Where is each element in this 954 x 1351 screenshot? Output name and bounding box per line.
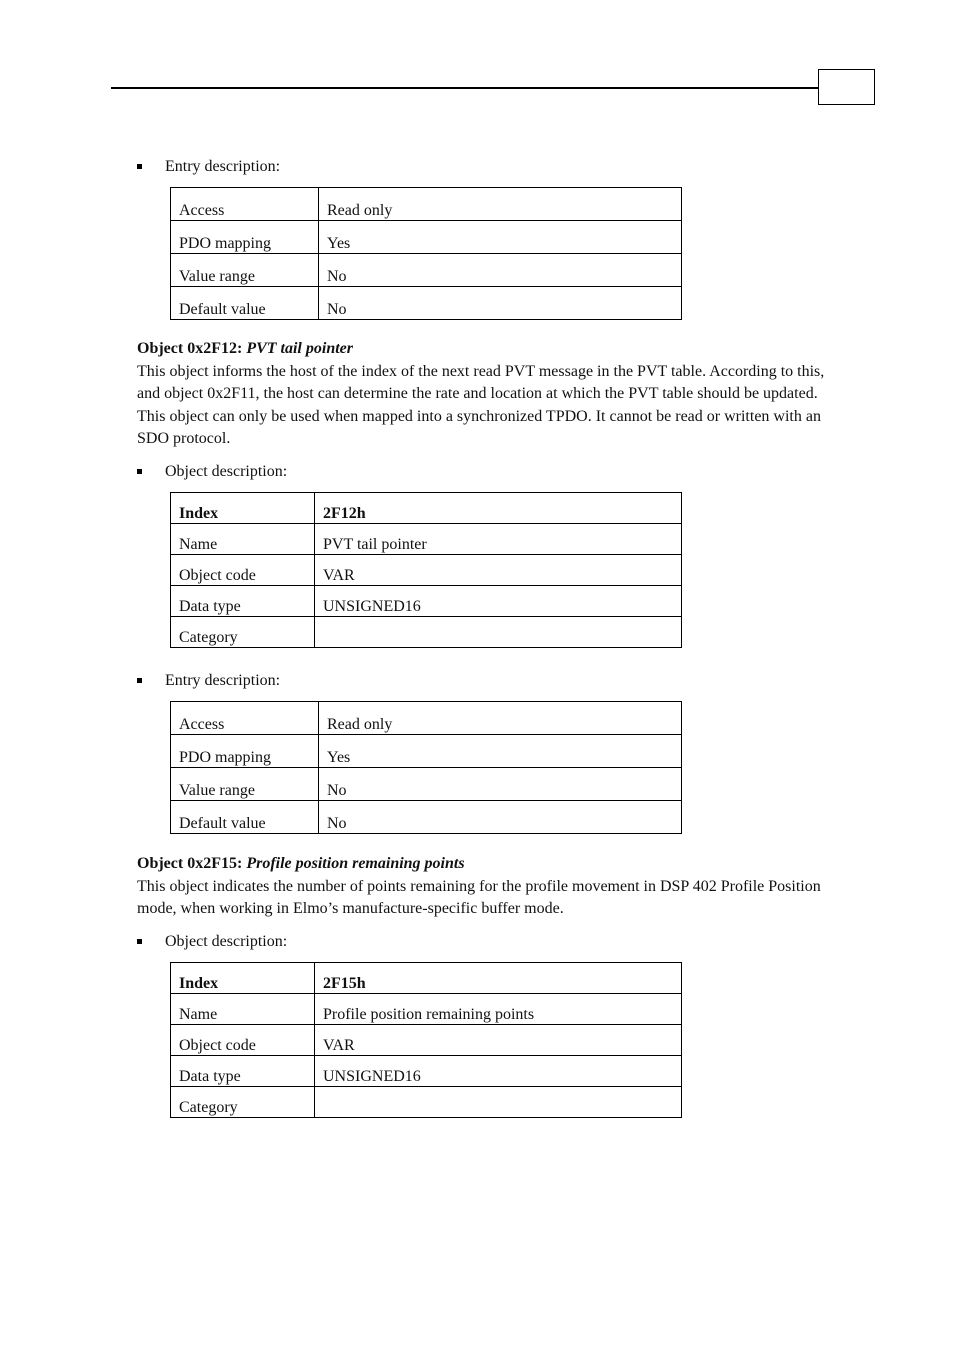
object-heading: Object 0x2F15: Profile position remaining points (137, 855, 465, 872)
table-row: Data type UNSIGNED16 (171, 586, 682, 617)
object-description-table-2f15 (170, 962, 682, 1118)
table-row: Access Read only (171, 702, 682, 735)
table-row: Access Read only (171, 188, 682, 221)
table-row: Object code VAR (171, 1025, 682, 1056)
bullet-square-icon (137, 164, 142, 169)
table-row: Index 2F15h (171, 963, 682, 994)
table-row: Value range No (171, 254, 682, 287)
object-heading: Object 0x2F12: PVT tail pointer (137, 340, 353, 357)
table-row: PDO mapping Yes (171, 735, 682, 768)
object-description-text: This object indicates the number of points remaining for the profile movement in DSP 402 Profile Position mode, when working in Elmo’s manufacture-specific buffer mode. (137, 877, 821, 917)
page-number-box (818, 69, 875, 105)
bullet-square-icon (137, 678, 142, 683)
table-row: Data type UNSIGNED16 (171, 1056, 682, 1087)
header-rule (111, 87, 819, 89)
table-row: Category (171, 617, 682, 648)
entry-description-table-2 (170, 701, 682, 834)
table-row: Object code VAR (171, 555, 682, 586)
table-row: Default value No (171, 801, 682, 834)
object-2f12-section (137, 338, 827, 451)
table-row: Index 2F12h (171, 493, 682, 524)
object-description-table-2f12 (170, 492, 682, 648)
table-row: Default value No (171, 287, 682, 320)
table-row: Value range No (171, 768, 682, 801)
object-2f15-section (137, 853, 827, 921)
object-description-text: This object informs the host of the index of the next read PVT message in the PVT table. According to this, and object 0x2F11, the host can determine the rate and location at which the PVT table should be updated. This object can only be used when mapped into a synchronized TPDO. It cannot be read or written with an SDO protocol. (137, 362, 825, 447)
table-row: PDO mapping Yes (171, 221, 682, 254)
table-row: Name PVT tail pointer (171, 524, 682, 555)
bullet-square-icon (137, 469, 142, 474)
table-row: Category (171, 1087, 682, 1118)
entry-description-table-1 (170, 187, 682, 320)
bullet-square-icon (137, 939, 142, 944)
table-row: Name Profile position remaining points (171, 994, 682, 1025)
